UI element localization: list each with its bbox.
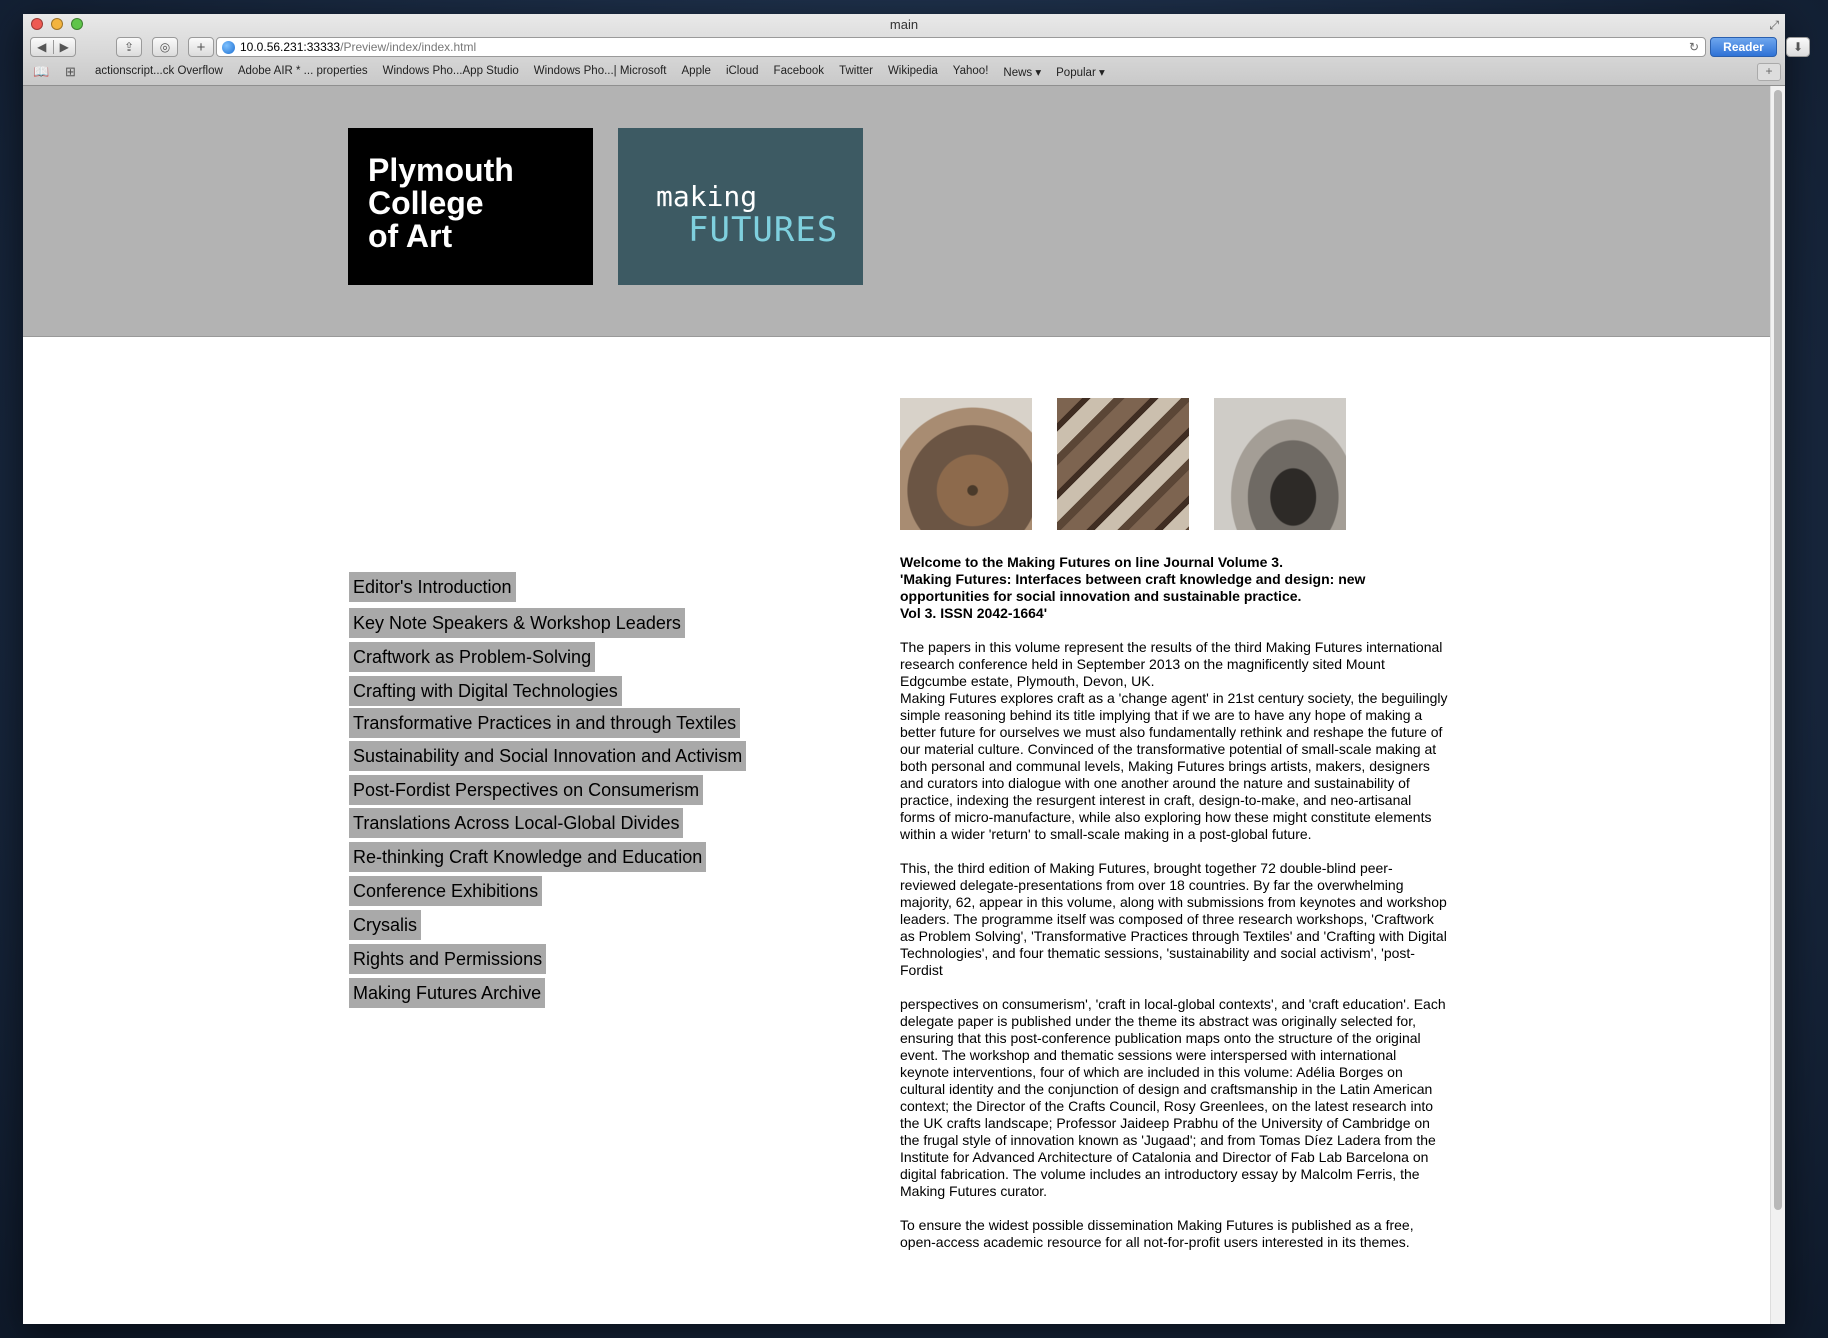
back-arrow-icon[interactable]: ◀ [31, 40, 54, 54]
toolbar [23, 34, 1804, 60]
back-forward-buttons [30, 37, 76, 57]
logo-making-text: making [656, 180, 758, 213]
add-bookmark-icon[interactable]: + [188, 37, 214, 57]
url-host: 10.0.56.231:33333 [240, 40, 341, 54]
article-heading-3: Vol 3. ISSN 2042-1664' [900, 605, 1048, 621]
bookmark-item[interactable]: Adobe AIR * ... properties [237, 65, 368, 77]
logo-futures-text: FUTURES [688, 210, 839, 250]
menu-item-editors-introduction[interactable]: Editor's Introduction [349, 572, 516, 602]
reload-icon[interactable]: ↻ [1688, 40, 1699, 54]
menu-item-archive[interactable]: Making Futures Archive [349, 978, 545, 1008]
browser-chrome [23, 14, 1804, 86]
article-paragraph: To ensure the widest possible dissemination Making Futures is published as a free, open-access academic resource for all not-for-profit users interested in its themes. [900, 1217, 1414, 1250]
bookmarks-bar [23, 60, 1785, 84]
fullscreen-icon[interactable]: ⤢ [1769, 18, 1779, 32]
bookmark-item[interactable]: Windows Pho...| Microsoft [533, 65, 667, 77]
page-header [23, 86, 1785, 337]
share-icon[interactable]: ⇪ [116, 37, 142, 57]
craft-photo-ceramics [1214, 398, 1346, 530]
history-icon[interactable]: ◎ [152, 37, 178, 57]
menu-item-craftwork-problem-solving[interactable]: Craftwork as Problem-Solving [349, 642, 595, 672]
menu-item-keynote-speakers[interactable]: Key Note Speakers & Workshop Leaders [349, 608, 685, 638]
browser-window [23, 14, 1804, 1324]
menu-item-conference-exhibitions[interactable]: Conference Exhibitions [349, 876, 542, 906]
craft-photo-bowl [900, 398, 1032, 530]
top-sites-grid-icon[interactable]: ⊞ [65, 64, 76, 79]
url-path: /Preview/index/index.html [340, 40, 477, 54]
menu-item-rethinking-craft[interactable]: Re-thinking Craft Knowledge and Education [349, 842, 706, 872]
menu-item-translations[interactable]: Translations Across Local-Global Divides [349, 808, 683, 838]
article-heading-2: 'Making Futures: Interfaces between craft knowledge and design: new opportunities for social innovation and sustainable practice. [900, 571, 1366, 604]
bookmark-item[interactable]: Twitter [839, 65, 873, 77]
globe-icon [222, 41, 235, 54]
article-paragraph: This, the third edition of Making Futures, brought together 72 double-blind peer-reviewed delegate-presentations from over 18 countries. By far the overwhelming majority, 62, appear in this volume, along with submissions from keynotes and workshop leaders. The programme itself was composed of three research workshops, 'Craftwork as Problem Solving', 'Transformative Practices through Textiles' and 'Crafting with Digital Technologies', and four thematic sessions, 'sustainability and social activism', 'post-Fordist [900, 860, 1447, 978]
article-paragraph: The papers in this volume represent the results of the third Making Futures international research conference held in September 2013 on the magnificently sited Mount Edgcumbe estate, Plymouth, Devon, UK. [900, 639, 1443, 689]
reader-button[interactable]: Reader [1710, 37, 1777, 57]
window-title: main [889, 17, 919, 32]
menu-item-textiles[interactable]: Transformative Practices in and through Textiles [349, 708, 740, 738]
bookmark-item[interactable]: Yahoo! [952, 65, 989, 77]
logo-line: of Art [368, 218, 453, 254]
bookmark-menu-popular[interactable]: Popular ▾ [1056, 67, 1105, 79]
menu-item-rights-permissions[interactable]: Rights and Permissions [349, 944, 546, 974]
bookmarks-list [95, 65, 1105, 79]
bookmark-item[interactable]: actionscript...ck Overflow [95, 65, 223, 77]
craft-photo-wood [1057, 398, 1189, 530]
making-futures-logo[interactable] [618, 128, 863, 285]
welcome-article [900, 554, 1448, 1268]
logo-line: College [368, 185, 484, 221]
scrollbar-thumb[interactable] [1774, 90, 1782, 1210]
bookmark-menu-news[interactable]: News ▾ [1003, 67, 1042, 79]
logo-line: Plymouth [368, 152, 514, 188]
web-page [23, 86, 1785, 1324]
bookmark-item[interactable]: iCloud [725, 65, 759, 77]
article-paragraph: Making Futures explores craft as a 'change agent' in 21st century society, the beguilingly simple reasoning behind its title implying that if we are to have any hope of making a better future for ourselves we must also fundamentally rethink and reshape the future of our material culture. Convinced of the transformative potential of small-scale making at both personal and communal levels, Making Futures brings artists, makers, designers and curators into dialogue with one another around the nature and sustainability of practice, indexing the resurgent interest in craft, design-to-make, and neo-artisanal forms of micro-manufacture, while also exploring how these might constitute elements within a wider 'return' to small-scale making in a post-global future. [900, 690, 1448, 842]
bookmark-item[interactable]: Facebook [773, 65, 825, 77]
bookmark-item[interactable]: Apple [681, 65, 711, 77]
bookmark-item[interactable]: Windows Pho...App Studio [382, 65, 519, 77]
reading-list-icon[interactable]: 📖 [33, 64, 50, 79]
forward-arrow-icon[interactable]: ▶ [59, 40, 69, 54]
address-bar[interactable] [216, 37, 1706, 57]
title-bar [23, 14, 1785, 34]
bookmark-item[interactable]: Wikipedia [887, 65, 938, 77]
article-paragraph: perspectives on consumerism', 'craft in local-global contexts', and 'craft education'. Each delegate paper is published under the theme its abstract was originally selected for, ensuring that this post-conference publication maps onto the structure of the original event. The workshop and thematic sessions were interspersed with international keynote interventions, four of which are included in this volume: Adélia Borges on cultural identity and the conjunction of design and craftsmanship in the Latin American context; the Director of the Crafts Council, Rosy Greenlees, on the latest research into the UK crafts landscape; Professor Jaideep Prabhu of the University of Cambridge on the frugal style of innovation known as 'Jugaad'; and from Tomas Díez Ladera from the Institute for Advanced Architecture of Catalonia and Director of Fab Lab Barcelona on digital fabrication. The volume includes an introductory essay by Malcolm Ferris, the Making Futures curator. [900, 996, 1446, 1199]
menu-item-crysalis[interactable]: Crysalis [349, 910, 421, 940]
menu-item-post-fordist[interactable]: Post-Fordist Perspectives on Consumerism [349, 775, 703, 805]
downloads-icon[interactable]: ⬇ [1786, 37, 1810, 57]
new-tab-icon[interactable]: + [1757, 63, 1781, 81]
plymouth-college-logo[interactable] [348, 128, 593, 285]
article-heading-1: Welcome to the Making Futures on line Journal Volume 3. [900, 554, 1283, 570]
menu-item-crafting-digital[interactable]: Crafting with Digital Technologies [349, 676, 622, 706]
menu-item-sustainability[interactable]: Sustainability and Social Innovation and Activism [349, 741, 746, 771]
page-scrollbar[interactable] [1770, 86, 1785, 1324]
